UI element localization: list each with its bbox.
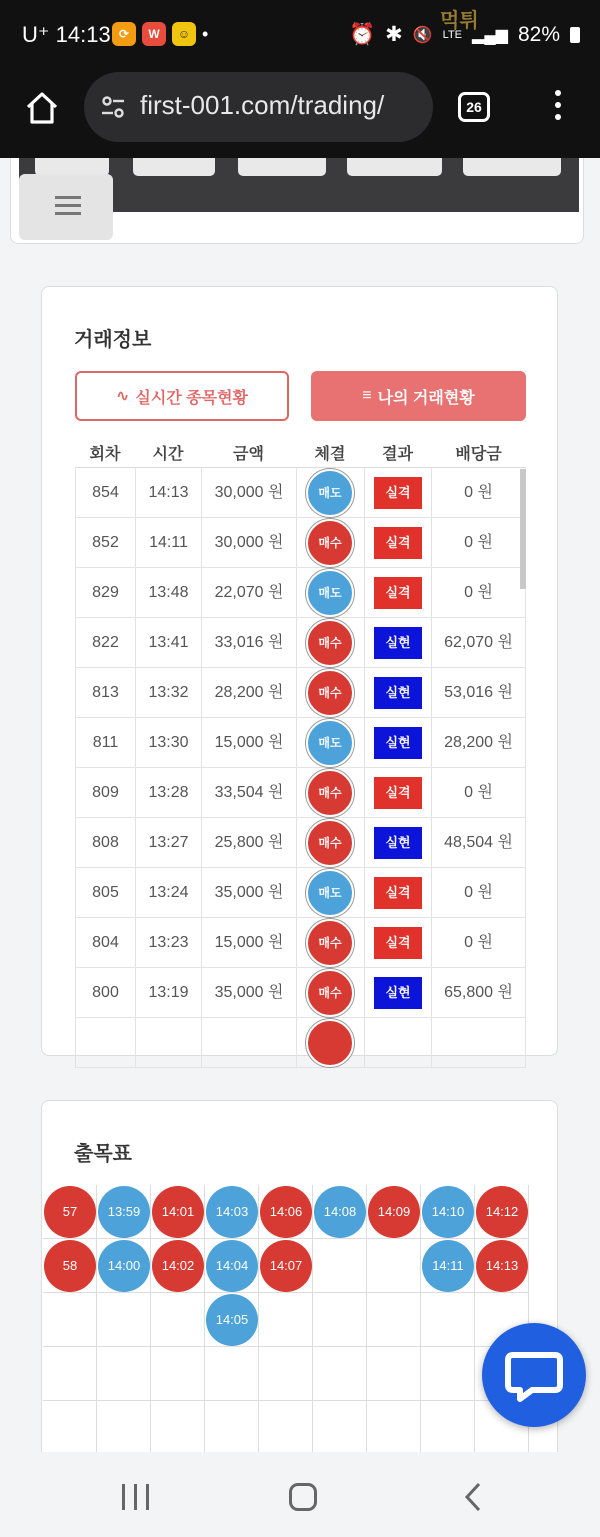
browser-toolbar	[0, 70, 600, 158]
col-amount: 금액	[233, 446, 264, 463]
board-cell	[313, 1239, 367, 1293]
chart-tab[interactable]	[463, 158, 561, 176]
result-cell	[364, 618, 431, 668]
side-cell	[296, 568, 364, 618]
board-ball: 14:05	[206, 1294, 258, 1346]
time-cell: 13:28	[135, 768, 201, 818]
col-time: 시간	[152, 446, 184, 463]
chart-panel-partial	[10, 158, 584, 244]
result-cell	[364, 818, 431, 868]
round-cell: 854	[75, 468, 135, 518]
board-cell	[367, 1347, 421, 1401]
board-ball: 14:06	[260, 1186, 312, 1238]
trade-row	[75, 868, 526, 918]
side-cell	[296, 518, 364, 568]
side-ball: 매수	[306, 619, 354, 667]
chart-tab[interactable]	[238, 158, 326, 176]
side-ball: 매수	[306, 669, 354, 717]
payout-cell: 65,800 원	[431, 968, 526, 1018]
payout-cell: 28,200 원	[431, 718, 526, 768]
board-ball: 14:08	[314, 1186, 366, 1238]
board-cell	[43, 1293, 97, 1347]
result-cell	[364, 568, 431, 618]
board-cell	[313, 1347, 367, 1401]
board-ball: 14:11	[422, 1240, 474, 1292]
side-ball: 매수	[306, 819, 354, 867]
board-ball: 14:07	[260, 1240, 312, 1292]
side-cell	[296, 468, 364, 518]
board-cell	[421, 1347, 475, 1401]
tab-switcher-button[interactable]: 26	[458, 92, 490, 122]
address-bar[interactable]	[84, 72, 433, 142]
side-cell	[296, 1018, 364, 1068]
round-cell	[75, 1018, 135, 1068]
result-badge: 실현	[374, 677, 422, 709]
result-badge: 실현	[374, 627, 422, 659]
side-cell	[296, 968, 364, 1018]
side-ball: 매수	[306, 919, 354, 967]
news-app-icon: W	[142, 22, 166, 46]
table-scrollbar[interactable]	[520, 469, 526, 589]
amount-cell: 30,000 원	[201, 518, 296, 568]
board-cell	[313, 1401, 367, 1455]
result-badge: 실격	[374, 877, 422, 909]
trade-row	[75, 918, 526, 968]
chat-app-icon: ☺	[172, 22, 196, 46]
network-label: LTE	[442, 28, 463, 41]
result-cell	[364, 918, 431, 968]
chart-tab[interactable]	[347, 158, 442, 176]
result-cell	[364, 1018, 431, 1068]
side-ball: 매도	[306, 869, 354, 917]
round-cell: 811	[75, 718, 135, 768]
board-ball: 14:00	[98, 1240, 150, 1292]
side-cell	[296, 618, 364, 668]
status-right	[349, 22, 580, 47]
board-ball: 14:02	[152, 1240, 204, 1292]
round-cell: 809	[75, 768, 135, 818]
board-cell	[367, 1401, 421, 1455]
result-cell	[364, 868, 431, 918]
side-cell	[296, 868, 364, 918]
signal-icon: ▂▄▆	[472, 26, 508, 44]
side-cell	[296, 918, 364, 968]
round-cell: 852	[75, 518, 135, 568]
payout-cell: 53,016 원	[431, 668, 526, 718]
trade-row	[75, 618, 526, 668]
trade-info-title: 거래정보	[74, 329, 152, 351]
amount-cell: 35,000 원	[201, 968, 296, 1018]
side-cell	[296, 818, 364, 868]
trade-row	[75, 818, 526, 868]
board-cell	[421, 1293, 475, 1347]
payout-cell: 0 원	[431, 518, 526, 568]
board-cell	[421, 1401, 475, 1455]
result-badge: 실격	[374, 527, 422, 559]
notification-icons	[112, 22, 208, 46]
more-notifications-dot: •	[202, 24, 209, 44]
board-ball: 14:12	[476, 1186, 528, 1238]
system-nav-bar	[0, 1452, 600, 1537]
payout-cell: 0 원	[431, 918, 526, 968]
side-ball: 매수	[306, 769, 354, 817]
my-trades-button[interactable]: ≡ 나의 거래현황	[311, 371, 526, 421]
payout-cell	[431, 1018, 526, 1068]
battery-text: 82%	[517, 22, 560, 46]
board-ball: 14:04	[206, 1240, 258, 1292]
trade-row	[75, 668, 526, 718]
recents-button[interactable]	[122, 1484, 150, 1510]
chart-board-title: 출목표	[74, 1143, 132, 1165]
result-cell	[364, 518, 431, 568]
round-cell: 800	[75, 968, 135, 1018]
trade-row	[75, 718, 526, 768]
result-badge: 실격	[374, 777, 422, 809]
trade-row	[75, 568, 526, 618]
chart-board-grid	[62, 1185, 526, 1455]
round-cell: 829	[75, 568, 135, 618]
col-round: 회차	[89, 446, 121, 463]
time-cell	[135, 1018, 201, 1068]
board-cell	[151, 1401, 205, 1455]
chat-bubble-icon	[482, 1323, 586, 1427]
result-cell	[364, 668, 431, 718]
result-badge: 실격	[374, 927, 422, 959]
amount-cell: 33,504 원	[201, 768, 296, 818]
side-ball: 매도	[306, 719, 354, 767]
result-cell	[364, 768, 431, 818]
board-cell	[97, 1401, 151, 1455]
side-ball	[306, 1019, 354, 1067]
chart-tab[interactable]	[133, 158, 215, 176]
time-cell: 13:30	[135, 718, 201, 768]
back-button[interactable]	[463, 1482, 483, 1512]
trade-table-body[interactable]	[75, 467, 526, 1024]
time-cell: 14:13	[135, 468, 201, 518]
trade-row	[75, 768, 526, 818]
time-cell: 13:23	[135, 918, 201, 968]
menu-toggle-button[interactable]	[19, 174, 113, 240]
side-cell	[296, 718, 364, 768]
board-cell	[151, 1347, 205, 1401]
battery-icon	[570, 27, 580, 43]
board-cell	[367, 1239, 421, 1293]
amount-cell: 35,000 원	[201, 868, 296, 918]
url-text[interactable]: first-001.com/trading/	[140, 90, 385, 120]
time-cell: 13:24	[135, 868, 201, 918]
side-cell	[296, 768, 364, 818]
amount-cell	[201, 1018, 296, 1068]
result-badge: 실현	[374, 977, 422, 1009]
board-cell	[313, 1293, 367, 1347]
time-cell: 13:48	[135, 568, 201, 618]
round-cell: 808	[75, 818, 135, 868]
amount-cell: 30,000 원	[201, 468, 296, 518]
result-cell	[364, 968, 431, 1018]
time-cell: 13:32	[135, 668, 201, 718]
board-cell	[259, 1401, 313, 1455]
side-ball: 매도	[306, 469, 354, 517]
board-ball: 14:10	[422, 1186, 474, 1238]
board-cell	[97, 1293, 151, 1347]
side-cell	[296, 668, 364, 718]
home-icon[interactable]	[22, 88, 62, 128]
payout-cell: 0 원	[431, 568, 526, 618]
list-icon: ≡	[362, 387, 372, 404]
board-cell	[97, 1347, 151, 1401]
round-cell: 822	[75, 618, 135, 668]
amount-cell: 15,000 원	[201, 918, 296, 968]
col-payout: 배당금	[455, 446, 502, 463]
payout-cell: 48,504 원	[431, 818, 526, 868]
chart-board-card	[41, 1100, 558, 1460]
board-cell	[43, 1347, 97, 1401]
side-ball: 매도	[306, 569, 354, 617]
round-cell: 805	[75, 868, 135, 918]
result-badge: 실격	[374, 477, 422, 509]
live-status-button[interactable]: ∿ 실시간 종목현황	[75, 371, 289, 421]
board-cell	[259, 1293, 313, 1347]
board-ball: 13:59	[98, 1186, 150, 1238]
result-cell	[364, 468, 431, 518]
trade-row	[75, 968, 526, 1018]
board-cell	[205, 1347, 259, 1401]
pulse-icon: ∿	[115, 388, 130, 405]
board-ball: 14:09	[368, 1186, 420, 1238]
alarm-icon: ⏰	[348, 22, 376, 46]
result-badge: 실현	[374, 727, 422, 759]
trade-row	[75, 518, 526, 568]
board-ball: 57	[44, 1186, 96, 1238]
round-cell: 804	[75, 918, 135, 968]
site-settings-icon[interactable]	[100, 94, 126, 120]
board-cell	[151, 1293, 205, 1347]
trade-info-card	[41, 286, 558, 1056]
board-ball: 14:03	[206, 1186, 258, 1238]
pay-app-icon: ⟳	[112, 22, 136, 46]
payout-cell: 0 원	[431, 868, 526, 918]
trade-row	[75, 468, 526, 518]
amount-cell: 28,200 원	[201, 668, 296, 718]
board-cell	[259, 1347, 313, 1401]
result-badge: 실격	[374, 577, 422, 609]
board-ball: 14:01	[152, 1186, 204, 1238]
result-cell	[364, 718, 431, 768]
time-cell: 13:41	[135, 618, 201, 668]
amount-cell: 25,800 원	[201, 818, 296, 868]
more-menu-icon[interactable]	[552, 90, 564, 126]
chat-button[interactable]	[482, 1323, 586, 1427]
trade-table-header	[75, 441, 525, 467]
result-badge: 실현	[374, 827, 422, 859]
payout-cell: 0 원	[431, 768, 526, 818]
time-cell: 14:11	[135, 518, 201, 568]
side-ball: 매수	[306, 969, 354, 1017]
payout-cell: 62,070 원	[431, 618, 526, 668]
status-time: U⁺ 14:13	[22, 22, 111, 47]
board-cell	[367, 1293, 421, 1347]
board-cell	[205, 1401, 259, 1455]
payout-cell: 0 원	[431, 468, 526, 518]
time-cell: 13:19	[135, 968, 201, 1018]
mute-icon: 🔇	[412, 26, 433, 44]
board-cell	[43, 1401, 97, 1455]
col-result: 결과	[382, 446, 413, 463]
time-cell: 13:27	[135, 818, 201, 868]
bluetooth-icon: ✱	[385, 23, 403, 46]
trade-row	[75, 1018, 526, 1068]
round-cell: 813	[75, 668, 135, 718]
status-bar	[0, 0, 600, 70]
amount-cell: 15,000 원	[201, 718, 296, 768]
board-ball: 58	[44, 1240, 96, 1292]
amount-cell: 33,016 원	[201, 618, 296, 668]
board-ball: 14:13	[476, 1240, 528, 1292]
home-nav-button[interactable]	[289, 1483, 317, 1511]
col-side: 체결	[314, 446, 346, 463]
amount-cell: 22,070 원	[201, 568, 296, 618]
side-ball: 매수	[306, 519, 354, 567]
watermark-logo: 먹튀	[440, 10, 479, 32]
